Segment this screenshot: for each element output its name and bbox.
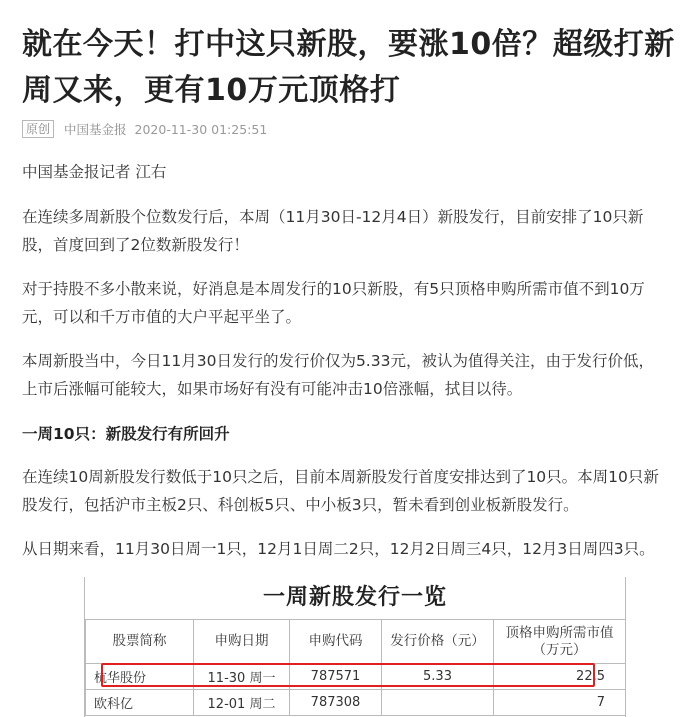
original-badge: 原创	[22, 120, 54, 138]
publish-time: 2020-11-30 01:25:51	[134, 121, 268, 137]
table-row	[86, 690, 626, 716]
row-highlight-box	[101, 663, 595, 687]
cell-code: 787571	[290, 664, 382, 690]
header-code: 申购代码	[290, 620, 382, 664]
header-market-value: 顶格申购所需市值（万元）	[494, 620, 626, 664]
paragraph-3: 本周新股当中，今日11月30日发行的发行价仅为5.33元，被认为值得关注，由于发行价低，上市后涨幅可能较大，如果市场好有没有可能冲击10倍涨幅，拭目以待。	[22, 352, 654, 398]
cell-price: 5.33	[382, 664, 494, 690]
ipo-table-image	[84, 577, 626, 717]
cell-date: 12-01 周二	[194, 690, 290, 716]
cell-name: 欧科亿	[86, 690, 194, 716]
header-name: 股票简称	[86, 620, 194, 664]
article-title: 就在今天！打中这只新股，要涨10倍？超级打新周又来，更有10万元顶格打	[22, 27, 675, 108]
cell-market-value: 22.5	[494, 664, 626, 690]
paragraph-2: 对于持股不多小散来说，好消息是本周发行的10只新股，有5只顶格申购所需市值不到10万元，可以和千万市值的大户平起平坐了。	[22, 280, 645, 326]
paragraph-1: 在连续多周新股个位数发行后，本周（11月30日-12月4日）新股发行，目前安排了10只新股，首度回到了2位数新股发行！	[22, 208, 644, 254]
table-header-row	[86, 620, 626, 664]
source-link[interactable]: 中国基金报	[64, 122, 127, 137]
paragraph-4: 在连续10周新股发行数低于10只之后，目前本周新股发行首度安排达到了10只。本周10只新股发行，包括沪市主板2只、科创板5只、中小板3只，暂未看到创业板新股发行。	[22, 468, 659, 514]
section-heading: 一周10只：新股发行有所回升	[22, 425, 230, 443]
cell-price	[382, 690, 494, 716]
cell-date: 11-30 周一	[194, 664, 290, 690]
table-title: 一周新股发行一览	[262, 585, 447, 610]
header-date: 申购日期	[194, 620, 290, 664]
cell-market-value: 7	[494, 690, 626, 716]
header-price: 发行价格（元）	[382, 620, 494, 664]
paragraph-5: 从日期来看，11月30日周一1只，12月1日周二2只，12月2日周三4只，12月3日周四3只。	[22, 540, 655, 558]
cell-name: 杭华股份	[86, 664, 194, 690]
byline: 中国基金报记者 江右	[22, 163, 167, 181]
article-meta	[22, 119, 267, 139]
cell-code: 787308	[290, 690, 382, 716]
